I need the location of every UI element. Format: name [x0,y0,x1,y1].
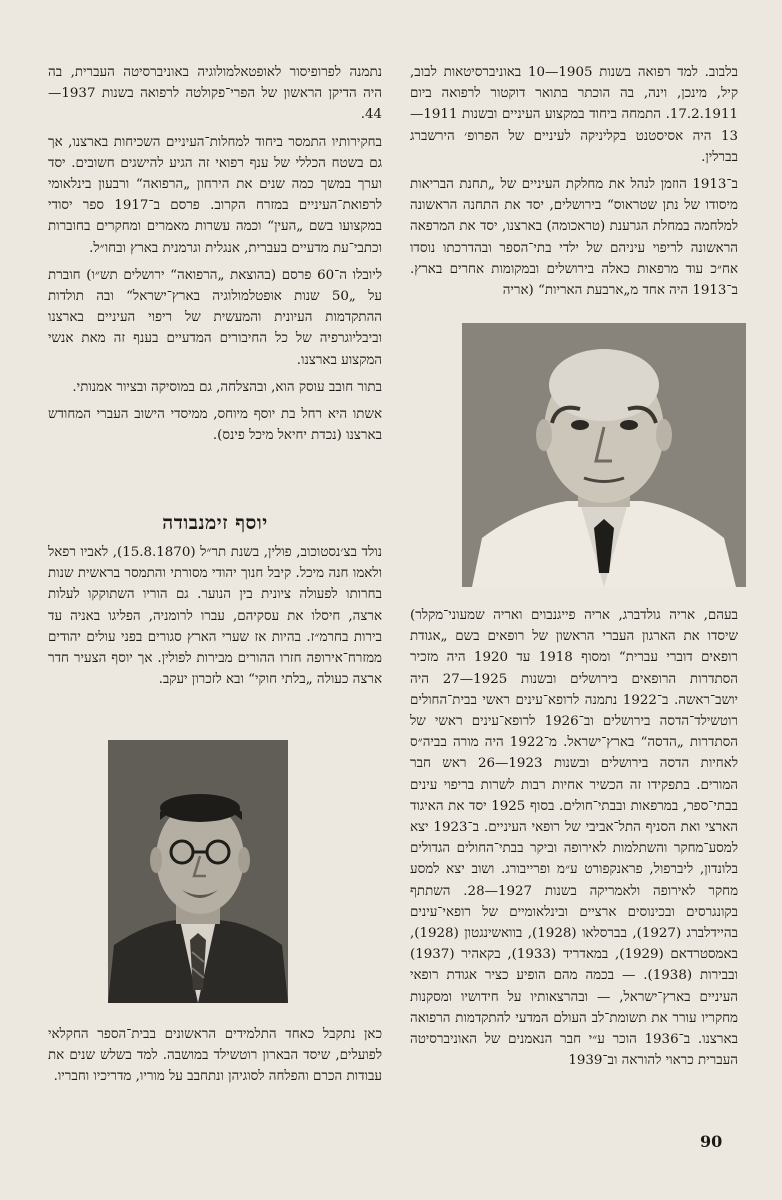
paragraph: בתור חובב עוסק הוא, ובהצלחה, גם במוסיקה ובציור אמנותי. [72,379,382,395]
paragraph: אשתו היא רחל בת יוסף מיוחס, ממיסדי הישוב העברי המחודש בארצנו (נכדת יחיאל מיכל פינס). [48,407,382,444]
paragraph: ב־1913 הוזמן לנהל את מחלקת העיניים של „תחנת הבריאות מיסודו של נתן שטראוס“ בירושלים, יסד את התחנה הראשונה למלחמה במחלת הגרענת (טראכומה) בארצנו, יסד את המרפאה הראשונה לריפוי עיניהם של ילדי בתי־הספר ובהדרכתו נוסדו אח״כ עוד מרפאות כאלה בירושלים ובמקומות אחרים בארץ. ב־1913 היה אחד מ„ארבעת האריות“ (אריה [410,177,738,299]
section-heading: יוסף זימנבודה [162,512,268,534]
portrait-photo-man-with-glasses [108,740,288,1003]
left-column-middle-text [48,542,382,696]
paragraph: בעהם, אריה גולדברג, אריה פייגנבוים ואריה שמעוני־מקלר) שיסדו את הארגון העברי הראשון של רופאים בשם „אגודת רופאים דוברי עברית“ ומסוף 1918 עד 1920 היה מזכיר הסתדרות הרופאים בירושלים ובשנות 1925—27 היה יושב־ראשה. ב־1922 נתמנה לרופא־עינים ראשי בבית־החולים רוטשילד־הדסה בירושלים וב־1926 לרופא־עינים ראשי של הסתדרות „הדסה“ בארץ־ישראל. מ־1922 היה מורה בביה״ס לאחיות הדסה בירושלים ובשנות 1923—26 ראש חבר המורים. בתפקידו זה הכשיר אחיות רבות לשרות בריפוי עינים בבתי־ספר, במרפאות ובבתי־חולים. בסוף 1925 יסד את האיגוד הארצי ואת הסניף התל־אביבי של רופאי העיניים. ב־1923 יצא למסע־מחקר והשתלמות לאירופה וביקר בבתי־החולים הגדולים בלונדון, ליברפול, פראנקפורט ע״מ ופרייבורג. ושוב יצא למסע מחקר לאירופה ולאמריקה בשנות 1927—28. השתתף בקונגרסים ובכינוסים ארציים ובינלאומיים של רופאי־עינים בהיידלברג (1927), בברסלאו (1928), בוואשינגטון (1928), באמסטרדאם (1929), במאדריד (1933), בקאהיר (1937) ובבירות (1938). — בכמה מהם הופיע כציר אגודת רופאי העיניים בארץ־ישראל, — ובהרצאותיו על חידושיו ומסקנות מחקריו עורר את תשומת־לב העולם המדעי להתקדמות הרפואה בארצנו. ב־1936 הוכר ע״י חבר הנאמנים של האוניברסיטה העברית כראוי להוראה וב־1939 [410,608,739,1069]
paragraph: בחקירותיו התמסר ביחוד למחלות־העיניים השכיחות בארצנו, אך גם בשטח הכללי של ענף רפואי זה הגיע להישגים חשובים. יסד וערך במשך כמה שנים את הירחון „הרפואה“ ורבעון בינלאומי לרפואת־העיניים במזרח הקרוב. פרסם ב־1917 ספר יסודי במקצועו בשם „העין“ וכמה עשרות מאמרים ומחקרים בחוברות וכתבי־עת מדעיים בעברית, אנגלית וגרמנית בארץ ובחו״ל. [48,134,382,256]
paragraph: בלבוב. למד רפואה בשנות 1905—10 באוניברסיטאות לבוב, קיל, מינכן, וינה, בה הוכתר בתואר דוקטור לרפואה ביום 17.2.1911. התמחה ביחוד במקצוע העיניים ובשנות 1911—13 היה אסיסטנט בקליניקה לעיניים של הפרופ׳ הירשברג בברלין. [410,65,738,165]
page-number: 90 [700,1132,723,1151]
right-column-top-text [410,62,738,307]
left-column-bottom-text [48,1024,382,1094]
right-column-bottom-text [410,605,738,1077]
paragraph: כאן נתקבל כאחד התלמידים הראשונים בבית־הספר החקלאי לפועלים, שיסד הבארון רוטשילד במושבה. למד בשלש שנים את עבודות הכרם והפלחה לסוגיהן ונתחבב על מוריו, מדריכיו וחבריו. [48,1027,382,1085]
portrait-photo-bald-man [462,323,746,587]
paragraph: נתמנה לפרופיסור לאופטאלמולוגיה באוניברסיטה העברית, בה היה הדיקן הראשון של הפרי־פקולטה לרפואה בשנות 1937—44. [48,65,382,123]
paragraph: ליובלו ה־60 פרסם (בהוצאת „הרפואה“ ירושלים תש״ו) חוברת על „50 שנות אופטלמולוגיה בארץ־ישראל“ ובה תולדות ההתקדמות העיונית והמעשית של ריפוי העיניים בארצנו וביבליוגרפיה של כל החיבורים המדעיים בענף זה מאת אנשי המקצוע בארצנו. [48,267,382,368]
left-column-top-text [48,62,382,452]
paragraph: נולד בצ׳נסטוכוב, פולין, בשנת תר״ל (15.8.1870), לאביו רפאל ולאמו חנה מיכל. קיבל חנוך יהודי מסורתי והתמסר בראשית שנות בחרותו לפעולה ציונית בין הנוער. גם הוריו השתוקקו לעלות ארצה, חיסלו את עסקיהם, עברו לרומניה, הפליגו באניה עד בירות בחרמ״ז. בהיות אז שערי הארץ סגורים בפני עולים יהודים ממזרח־אירופה חזרו ההורים מבירות לפולין. אך יוסף הצעיר חדר ארצה כעולה „בלתי חוקי“ ובא לזכרון יעקב. [48,545,383,688]
